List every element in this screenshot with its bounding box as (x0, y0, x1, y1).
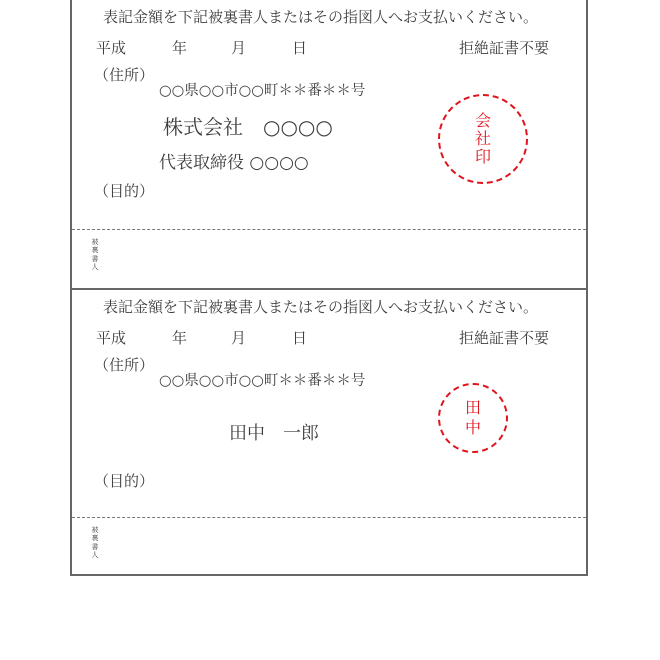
date-month: 月 (231, 329, 247, 347)
endorsee-stub-label (91, 526, 99, 560)
stub-char: 書 (91, 254, 99, 263)
date-month: 月 (231, 39, 247, 57)
stub-divider (72, 517, 586, 518)
address-value: ○○県○○市○○町＊＊番＊＊号 (159, 83, 366, 99)
company-seal (438, 94, 528, 184)
endorsement-block-company (72, 0, 586, 288)
stub-char: 被 (91, 238, 99, 246)
representative-name: 代表取締役 ○○○○ (159, 153, 309, 173)
payment-instruction: 表記金額を下記被裏書人またはその指図人へお支払いください。 (103, 298, 539, 316)
date-day: 日 (292, 39, 308, 57)
payment-instruction: 表記金額を下記被裏書人またはその指図人へお支払いください。 (103, 8, 539, 26)
purpose-label: （目的） (94, 472, 155, 490)
address-value: ○○県○○市○○町＊＊番＊＊号 (159, 373, 366, 389)
seal-char: 中 (464, 418, 481, 437)
stub-char: 人 (91, 263, 99, 272)
endorser-name: 田中 一郎 (229, 423, 319, 444)
stub-char: 裏 (91, 246, 99, 255)
seal-char: 印 (474, 147, 491, 166)
company-name: 株式会社 ○○○○ (163, 115, 333, 139)
stub-char: 書 (91, 542, 99, 551)
date-era: 平成 (96, 329, 127, 347)
endorsee-stub-label (91, 238, 99, 272)
seal-char: 田 (464, 398, 481, 417)
stub-divider (72, 229, 586, 230)
endorsement-block-individual (72, 288, 586, 576)
stub-char: 被 (91, 526, 99, 534)
address-label: （住所） (94, 356, 155, 374)
stub-char: 裏 (91, 534, 99, 543)
no-protest-label: 拒絶証書不要 (459, 39, 550, 57)
stub-char: 人 (91, 551, 99, 560)
no-protest-label: 拒絶証書不要 (459, 329, 550, 347)
seal-char: 会 (474, 111, 491, 130)
date-year: 年 (172, 329, 188, 347)
date-year: 年 (172, 39, 188, 57)
personal-seal (438, 383, 508, 453)
date-era: 平成 (96, 39, 127, 57)
endorsement-form (70, 0, 588, 576)
seal-char: 社 (474, 129, 491, 148)
purpose-label: （目的） (94, 182, 155, 200)
date-day: 日 (292, 329, 308, 347)
address-label: （住所） (94, 66, 155, 84)
